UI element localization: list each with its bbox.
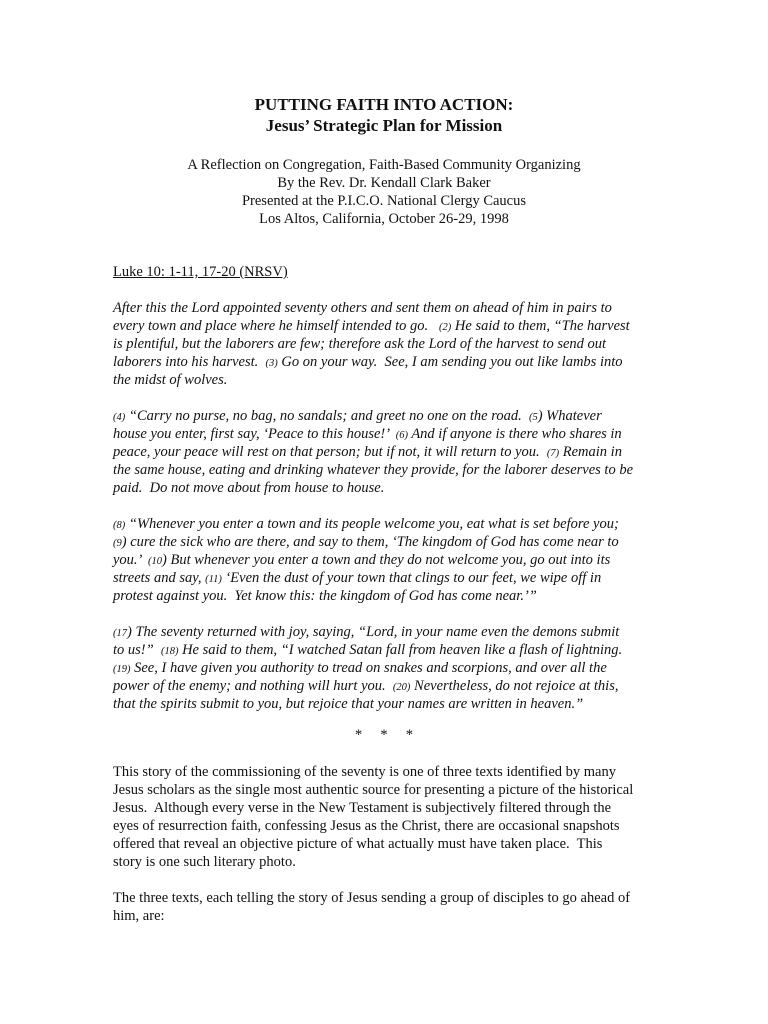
verse-number: (6): [395, 430, 408, 441]
verse-text: And if anyone is there who shares in: [407, 426, 622, 442]
scripture-line: [113, 443, 658, 461]
scripture-line: [113, 623, 658, 641]
verse-text: every town and place where he himself intended to go.: [113, 318, 440, 334]
verse-text: house you enter, first say, ‘Peace to this house!’: [113, 426, 396, 442]
scripture-reference: Luke 10: 1-11, 17-20 (NRSV): [113, 264, 288, 280]
body-line: This story of the commissioning of the seventy is one of three texts identified by many: [113, 764, 616, 780]
verse-text: Go on your way. See, I am sending you out like lambs into: [277, 354, 623, 370]
body-line: offered that reveal an objective picture of what actually must have taken place. This: [113, 836, 603, 852]
verse-text: “Carry no purse, no bag, no sandals; and greet no one on the road.: [125, 408, 529, 424]
scripture-line: [113, 335, 658, 353]
verse-number: (19): [113, 664, 131, 675]
body-line: Jesus. Although every verse in the New Testament is subjectively filtered through the: [113, 800, 612, 816]
scripture-line: [113, 641, 658, 659]
verse-text: is plentiful, but the laborers are few; therefore ask the Lord of the harvest to send out: [113, 336, 607, 352]
body-line: Jesus scholars as the single most authentic source for presenting a picture of the historical: [113, 782, 634, 798]
scripture-line: [113, 299, 658, 317]
verse-number: (11): [205, 574, 222, 585]
verse-text: He said to them, “I watched Satan fall from heaven like a flash of lightning.: [178, 642, 623, 658]
body-paragraph-1: [113, 763, 658, 871]
scripture-line: [113, 425, 658, 443]
verse-number: (7): [546, 448, 560, 459]
verse-text: that the spirits submit to you, but rejoice that your names are written in heaven.”: [113, 696, 584, 712]
verse-text: peace, your peace will rest on that person; but if not, it will return to you.: [113, 444, 547, 460]
author-line: By the Rev. Dr. Kendall Clark Baker: [277, 175, 491, 191]
verse-text: Remain in: [559, 444, 622, 460]
verse-number: (4): [113, 412, 126, 423]
scripture-line: [113, 533, 658, 551]
scripture-line: [113, 479, 658, 497]
verse-number: (8): [113, 520, 126, 531]
verse-number: (18): [160, 646, 179, 657]
verse-text: the same house, eating and drinking whatever they provide, for the laborer deserves to be: [113, 462, 634, 478]
scripture-line: [113, 695, 658, 713]
verse-number: (2): [439, 322, 452, 333]
verse-number: (20): [392, 682, 411, 693]
verse-text: ) Whatever: [537, 408, 602, 424]
verse-number: (9: [113, 538, 122, 549]
scripture-line: [113, 317, 658, 335]
body-paragraph-2: [113, 889, 658, 925]
verse-number: (3): [265, 358, 278, 369]
location-date-line: Los Altos, California, October 26-29, 1998: [259, 211, 509, 227]
scripture-line: [113, 353, 658, 371]
verse-text: ) cure the sick who are there, and say to them, ‘The kingdom of God has come near to: [121, 534, 619, 550]
document-title: PUTTING FAITH INTO ACTION:: [254, 95, 514, 114]
verse-text: See, I have given you authority to tread on snakes and scorpions, and over all the: [130, 660, 607, 676]
scripture-line: [113, 407, 658, 425]
verse-text: streets and say,: [113, 570, 206, 586]
verse-text: laborers into his harvest.: [113, 354, 266, 370]
scripture-line: [113, 461, 658, 479]
scripture-line: [113, 515, 658, 533]
body-line: him, are:: [113, 908, 165, 924]
scripture-line: [113, 371, 658, 389]
body-line: The three texts, each telling the story of Jesus sending a group of disciples to go ahead of: [113, 890, 631, 906]
verse-number: (10: [148, 556, 163, 567]
scripture-paragraph-4: [113, 623, 658, 713]
scripture-paragraph-1: [113, 299, 658, 389]
verse-text: ) The seventy returned with joy, saying, “Lord, in your name even the demons submit: [127, 624, 620, 640]
verse-text: power of the enemy; and nothing will hurt you.: [113, 678, 393, 694]
presentation-line: Presented at the P.I.C.O. National Clergy Caucus: [241, 193, 527, 209]
section-separator: * * *: [355, 727, 413, 743]
reflection-line: A Reflection on Congregation, Faith-Based Community Organizing: [187, 157, 581, 173]
scripture-line: [113, 659, 658, 677]
verse-text: to us!”: [113, 642, 161, 658]
verse-text: the midst of wolves.: [113, 372, 228, 388]
scripture-line: [113, 587, 658, 605]
verse-number: (5: [528, 412, 538, 423]
body-line: story is one such literary photo.: [113, 854, 296, 870]
scripture-paragraph-2: [113, 407, 658, 497]
verse-number: (17: [113, 628, 127, 639]
document-subtitle: Jesus’ Strategic Plan for Mission: [265, 116, 503, 135]
body-line: eyes of resurrection faith, confessing Jesus as the Christ, there are occasional snapshots: [113, 818, 620, 834]
verse-text: After this the Lord appointed seventy others and sent them on ahead of him in pairs to: [113, 300, 612, 316]
scripture-line: [113, 677, 658, 695]
scripture-paragraph-3: [113, 515, 658, 605]
verse-text: Nevertheless, do not rejoice at this,: [410, 678, 619, 694]
verse-text: paid. Do not move about from house to house.: [113, 480, 385, 496]
verse-text: ) But whenever you enter a town and they do not welcome you, go out into its: [162, 552, 611, 568]
verse-text: protest against you. Yet know this: the kingdom of God has come near.’”: [113, 588, 537, 604]
verse-text: ‘Even the dust of your town that clings to our feet, we wipe off in: [221, 570, 602, 586]
verse-text: He said to them, “The harvest: [451, 318, 630, 334]
scripture-line: [113, 551, 658, 569]
verse-text: you.’: [113, 552, 149, 568]
verse-text: “Whenever you enter a town and its people welcome you, eat what is set before you;: [125, 516, 619, 532]
scripture-line: [113, 569, 658, 587]
